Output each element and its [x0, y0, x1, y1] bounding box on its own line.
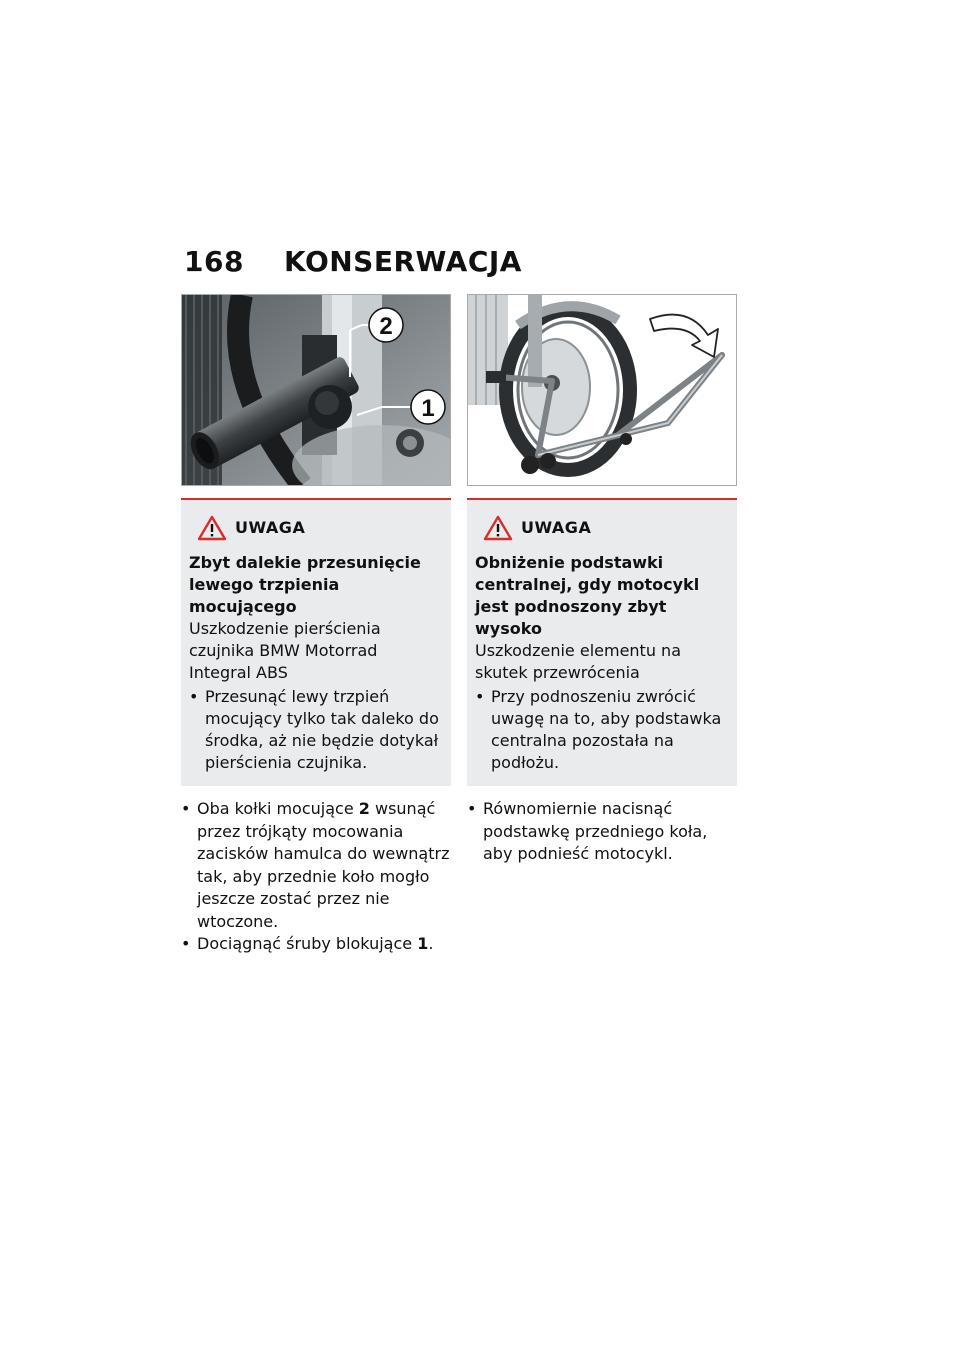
- callout-2-label: 2: [379, 313, 393, 340]
- step-text: Równomiernie nacisnąć podstawkę przedniego koła, aby podnieść motocykl.: [483, 799, 708, 863]
- step-text: Dociągnąć śruby blokujące: [197, 934, 418, 953]
- step-text: wsunąć przez trójkąty mocowania zacisków hamulca do wewnątrz tak, aby przednie koło mogło jeszcze zostać przez nie wtoczone.: [197, 799, 450, 931]
- warning-bullet: • Przesunąć lewy trzpień mocujący tylko tak daleko do środka, aż nie będzie dotykał pierścienia czujnika.: [189, 686, 443, 774]
- warning-title: Obniżenie podstawki centralnej, gdy motocykl jest podnoszony zbyt wysoko: [475, 553, 700, 638]
- figure-front-stand-lift: [467, 294, 737, 486]
- warning-box: [467, 498, 737, 786]
- warning-description: Uszkodzenie pierścienia czujnika BMW Motorrad Integral ABS: [189, 619, 381, 682]
- warning-triangle-icon: [483, 515, 513, 541]
- step-text: Oba kołki mocujące: [197, 799, 359, 818]
- warning-bullets: [475, 686, 729, 774]
- step-reference: 1: [417, 934, 429, 953]
- left-column: [181, 294, 451, 956]
- step-item: [181, 933, 451, 956]
- step-item: [181, 798, 451, 933]
- warning-bullets: [189, 686, 443, 774]
- right-column: [467, 294, 737, 866]
- figure-front-fork-mount: [181, 294, 451, 486]
- page-number: 168: [184, 245, 244, 278]
- step-reference: 2: [358, 799, 370, 818]
- front-stand-illustration: [468, 295, 736, 485]
- warning-description: Uszkodzenie elementu na skutek przewrócenia: [475, 641, 681, 682]
- warning-title: Zbyt dalekie przesunięcie lewego trzpienia mocującego: [189, 553, 421, 616]
- callout-2: [369, 308, 403, 342]
- instruction-steps: [181, 798, 451, 956]
- section-title: KONSERWACJA: [284, 245, 522, 278]
- step-item: [467, 798, 729, 866]
- callout-1-label: 1: [421, 395, 435, 422]
- callout-1: [411, 390, 445, 424]
- step-text: .: [428, 934, 434, 953]
- warning-header: [197, 514, 443, 542]
- instruction-steps: [467, 798, 737, 866]
- fork-mount-photo: [182, 295, 450, 485]
- warning-header: [483, 514, 729, 542]
- warning-label: UWAGA: [521, 518, 592, 537]
- warning-triangle-icon: [197, 515, 227, 541]
- warning-label: UWAGA: [235, 518, 306, 537]
- page-header: [182, 244, 742, 284]
- warning-box: [181, 498, 451, 786]
- warning-bullet: • Przy podnoszeniu zwrócić uwagę na to, aby podstawka centralna pozostała na podłożu.: [475, 686, 729, 774]
